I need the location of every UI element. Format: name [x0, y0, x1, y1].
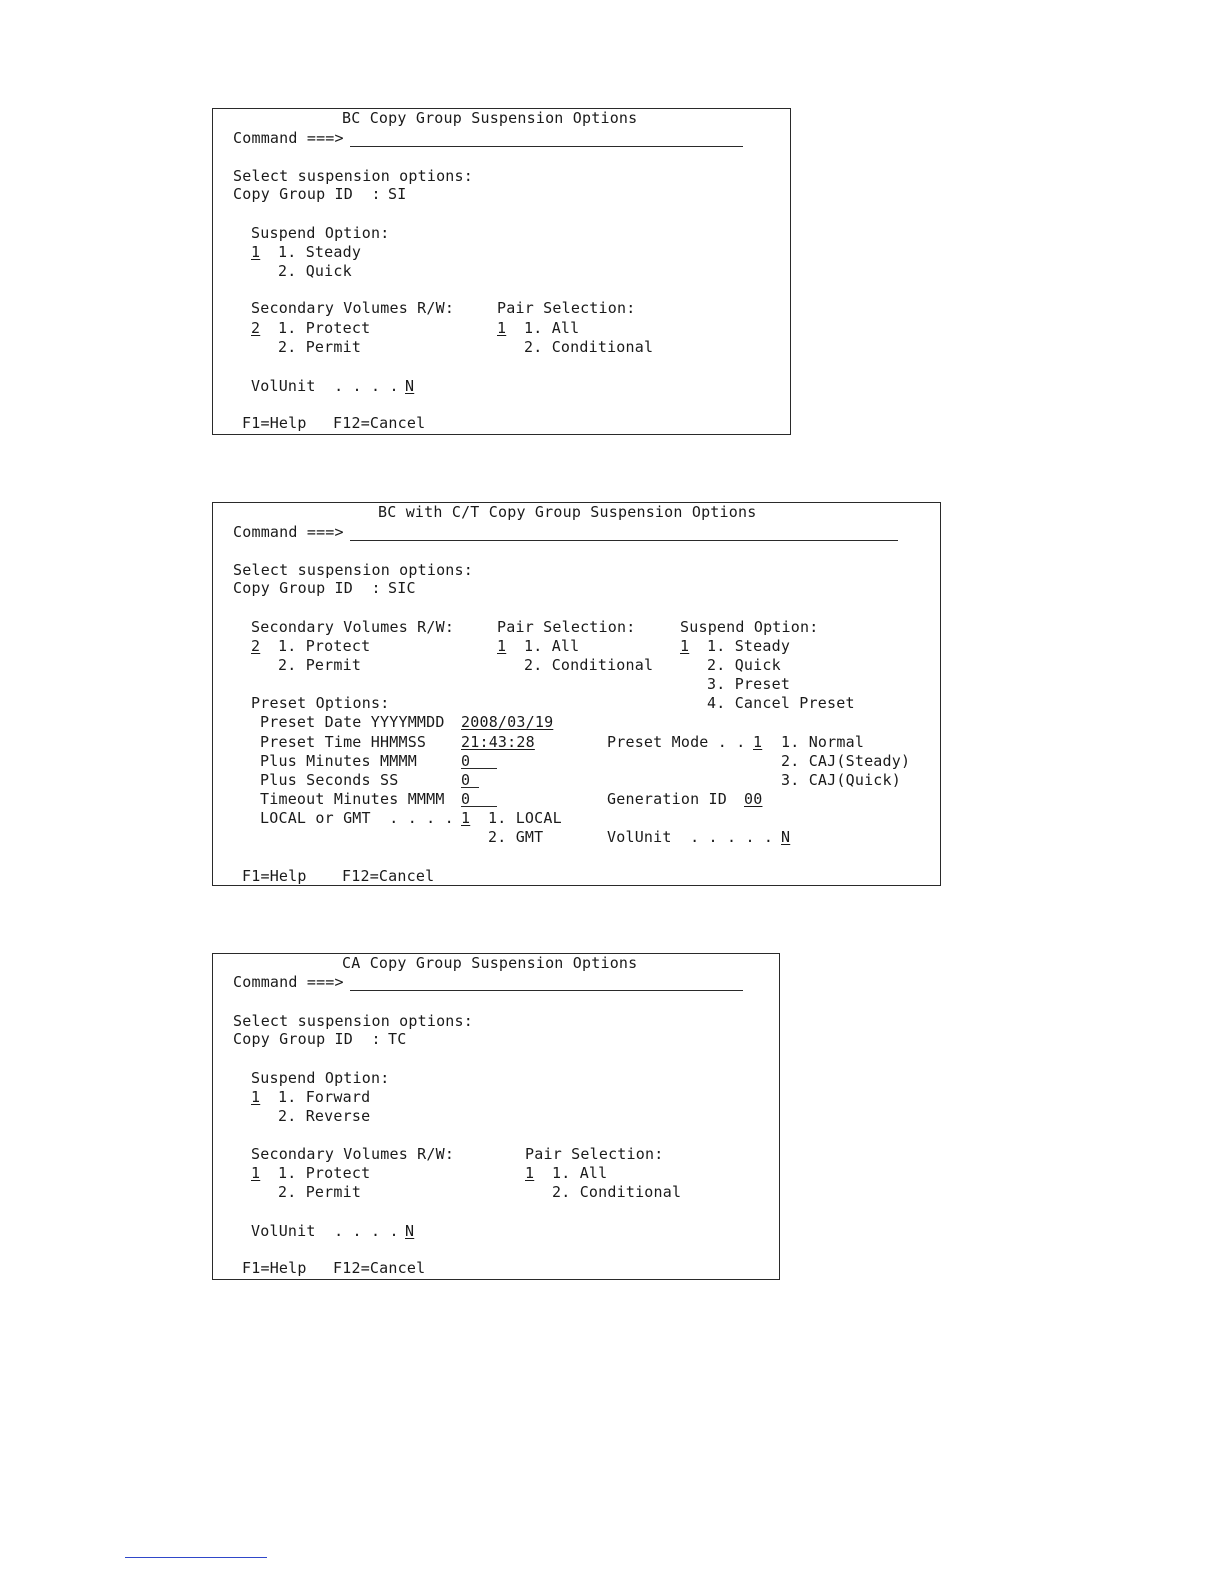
pair-selection-all: 1. All — [524, 637, 580, 655]
pair-selection-conditional: 2. Conditional — [552, 1183, 682, 1201]
footnote-rule — [125, 1557, 267, 1558]
copy-group-id: SIC — [388, 579, 416, 597]
secondary-volumes-permit: 2. Permit — [278, 1183, 362, 1201]
plus-seconds-underline — [461, 787, 479, 788]
secondary-volumes-input[interactable]: 2 — [251, 637, 261, 655]
secondary-volumes-header: Secondary Volumes R/W: — [251, 1145, 455, 1163]
local-gmt-input[interactable]: 1 — [461, 809, 471, 827]
f12-cancel-key[interactable]: F12=Cancel — [333, 1259, 426, 1277]
secondary-volumes-permit: 2. Permit — [278, 338, 362, 356]
suspend-option-cancel-preset: 4. Cancel Preset — [707, 694, 855, 712]
pair-selection-all: 1. All — [524, 319, 580, 337]
preset-mode-normal: 1. Normal — [781, 733, 865, 751]
suspend-option-input[interactable]: 1 — [680, 637, 690, 655]
copy-group-id: TC — [388, 1030, 407, 1048]
suspend-option-quick: 2. Quick — [707, 656, 781, 674]
f1-help-key[interactable]: F1=Help — [242, 867, 307, 885]
command-input[interactable] — [350, 146, 743, 147]
timeout-minutes-label: Timeout Minutes MMMM — [260, 790, 445, 808]
secondary-volumes-header: Secondary Volumes R/W: — [251, 299, 455, 317]
plus-seconds-input[interactable]: 0 — [461, 771, 471, 789]
pair-selection-input[interactable]: 1 — [497, 319, 507, 337]
pair-selection-input[interactable]: 1 — [497, 637, 507, 655]
gmt-option: 2. GMT — [488, 828, 544, 846]
command-label: Command ===> — [233, 129, 344, 147]
f12-cancel-key[interactable]: F12=Cancel — [342, 867, 435, 885]
preset-mode-caj-quick: 3. CAJ(Quick) — [781, 771, 901, 789]
volunit-input[interactable]: N — [405, 1222, 415, 1240]
timeout-minutes-underline — [461, 806, 497, 807]
preset-options-header: Preset Options: — [251, 694, 390, 712]
pair-selection-header: Pair Selection: — [497, 618, 636, 636]
preset-time-label: Preset Time HHMMSS — [260, 733, 427, 751]
plus-minutes-underline — [461, 768, 497, 769]
command-input[interactable] — [350, 990, 743, 991]
suspend-option-input[interactable]: 1 — [251, 1088, 261, 1106]
local-option: 1. LOCAL — [488, 809, 562, 827]
volunit-label: VolUnit . . . . — [251, 1222, 399, 1240]
volunit-label: VolUnit . . . . — [251, 377, 399, 395]
panel-title: BC with C/T Copy Group Suspension Options — [378, 503, 757, 521]
pair-selection-conditional: 2. Conditional — [524, 338, 654, 356]
volunit-input[interactable]: N — [405, 377, 415, 395]
pair-selection-input[interactable]: 1 — [525, 1164, 535, 1182]
volunit-input[interactable]: N — [781, 828, 791, 846]
secondary-volumes-protect: 1. Protect — [278, 637, 371, 655]
preset-mode-input[interactable]: 1 — [753, 733, 763, 751]
plus-minutes-input[interactable]: 0 — [461, 752, 471, 770]
f1-help-key[interactable]: F1=Help — [242, 414, 307, 432]
suspend-option-preset: 3. Preset — [707, 675, 791, 693]
copy-group-label: Copy Group ID : — [233, 185, 381, 203]
suspend-option-forward: 1. Forward — [278, 1088, 371, 1106]
plus-minutes-label: Plus Minutes MMMM — [260, 752, 417, 770]
timeout-minutes-input[interactable]: 0 — [461, 790, 471, 808]
command-label: Command ===> — [233, 973, 344, 991]
command-label: Command ===> — [233, 523, 344, 541]
pair-selection-all: 1. All — [552, 1164, 608, 1182]
secondary-volumes-protect: 1. Protect — [278, 1164, 371, 1182]
pair-selection-header: Pair Selection: — [525, 1145, 664, 1163]
copy-group-label: Copy Group ID : — [233, 1030, 381, 1048]
preset-date-input[interactable]: 2008/03/19 — [461, 713, 554, 731]
copy-group-label: Copy Group ID : — [233, 579, 381, 597]
suspend-option-header: Suspend Option: — [680, 618, 819, 636]
local-gmt-label: LOCAL or GMT . . . . — [260, 809, 454, 827]
preset-date-label: Preset Date YYYYMMDD — [260, 713, 445, 731]
preset-mode-caj-steady: 2. CAJ(Steady) — [781, 752, 911, 770]
secondary-volumes-protect: 1. Protect — [278, 319, 371, 337]
pair-selection-conditional: 2. Conditional — [524, 656, 654, 674]
select-instruction: Select suspension options: — [233, 1012, 473, 1030]
select-instruction: Select suspension options: — [233, 167, 473, 185]
secondary-volumes-permit: 2. Permit — [278, 656, 362, 674]
preset-time-input[interactable]: 21:43:28 — [461, 733, 535, 751]
panel-title: CA Copy Group Suspension Options — [342, 954, 638, 972]
plus-seconds-label: Plus Seconds SS — [260, 771, 399, 789]
suspend-option-input[interactable]: 1 — [251, 243, 261, 261]
select-instruction: Select suspension options: — [233, 561, 473, 579]
volunit-label: VolUnit . . . . . — [607, 828, 774, 846]
f12-cancel-key[interactable]: F12=Cancel — [333, 414, 426, 432]
suspend-option-header: Suspend Option: — [251, 224, 390, 242]
suspend-option-reverse: 2. Reverse — [278, 1107, 371, 1125]
preset-mode-label: Preset Mode . . — [607, 733, 746, 751]
generation-id-label: Generation ID — [607, 790, 727, 808]
panel-title: BC Copy Group Suspension Options — [342, 109, 638, 127]
secondary-volumes-input[interactable]: 2 — [251, 319, 261, 337]
suspend-option-header: Suspend Option: — [251, 1069, 390, 1087]
suspend-option-steady: 1. Steady — [278, 243, 362, 261]
secondary-volumes-header: Secondary Volumes R/W: — [251, 618, 455, 636]
f1-help-key[interactable]: F1=Help — [242, 1259, 307, 1277]
suspend-option-steady: 1. Steady — [707, 637, 791, 655]
secondary-volumes-input[interactable]: 1 — [251, 1164, 261, 1182]
suspend-option-quick: 2. Quick — [278, 262, 352, 280]
generation-id-input[interactable]: 00 — [744, 790, 763, 808]
command-input[interactable] — [350, 540, 898, 541]
pair-selection-header: Pair Selection: — [497, 299, 636, 317]
copy-group-id: SI — [388, 185, 407, 203]
